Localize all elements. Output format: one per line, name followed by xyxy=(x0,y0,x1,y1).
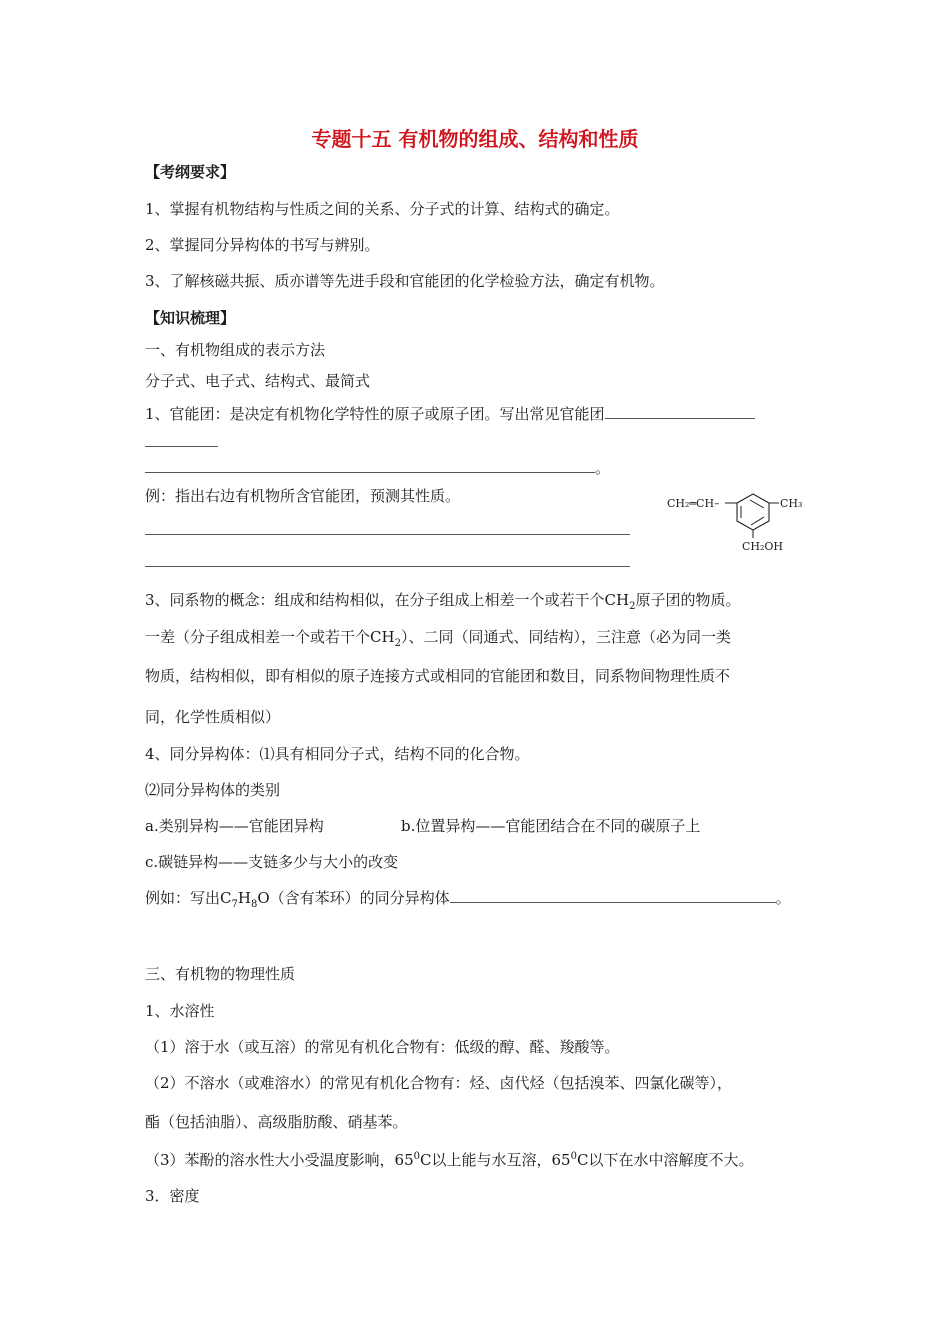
formula-subscript: 8 xyxy=(250,899,258,910)
answer-blank-line xyxy=(145,458,610,478)
degree-mark: 0 xyxy=(570,1151,577,1162)
degree-mark: 0 xyxy=(413,1151,421,1162)
isomer-type-c: c.碳链异构——支链多少与大小的改变 xyxy=(145,853,399,871)
vinyl-group-label: CH₂═CH– xyxy=(667,497,720,510)
section-knowledge: 【知识梳理】 xyxy=(145,309,236,327)
solubility-item-2b: 酯（包括油脂）、高级脂肪酸、硝基苯。 xyxy=(145,1113,408,1131)
ring-double-bond xyxy=(750,500,764,508)
example-functional-group: 例：指出右边有机物所含官能团，预测其性质。 xyxy=(145,487,461,505)
heading-composition: 一、有机物组成的表示方法 xyxy=(145,341,326,359)
isomer-type-a: a.类别异构——官能团异构 xyxy=(145,817,324,835)
answer-blank[interactable] xyxy=(450,888,776,903)
formula-h: H xyxy=(237,889,251,907)
formula-subscript: 7 xyxy=(231,899,238,910)
requirement-2: 2、掌握同分异构体的书写与辨别。 xyxy=(145,236,380,254)
answer-blank[interactable] xyxy=(145,566,630,567)
requirement-3: 3、了解核磁共振、质亦谱等先进手段和官能团的化学检验方法，确定有机物。 xyxy=(145,272,665,290)
solubility-item-2: （2）不溶水（或难溶水）的常见有机化合物有：烃、卤代烃（包括溴苯、四氯化碳等）， xyxy=(145,1074,733,1092)
solubility-title: 1、水溶性 xyxy=(145,1002,215,1020)
answer-blank-continuation[interactable] xyxy=(145,446,218,447)
structure-diagram xyxy=(665,488,815,558)
example-text: （含有苯环）的同分异构体 xyxy=(269,889,450,907)
homolog-line-4: 同，化学性质相似） xyxy=(145,708,281,726)
homolog-text: 3、同系物的概念：组成和结构相似，在分子组成上相差一个或若干个 xyxy=(145,591,605,609)
period-mark: 。 xyxy=(775,889,791,907)
phenol-text: C以上能与水互溶，65 xyxy=(420,1151,571,1169)
section-exam-requirements: 【考纲要求】 xyxy=(145,163,236,181)
ring-double-bond xyxy=(751,517,764,525)
isomer-definition: 4、同分异构体：⑴具有相同分子式，结构不同的化合物。 xyxy=(145,745,530,763)
ch2-formula: CH xyxy=(604,591,630,609)
homolog-line-2: 一差（分子组成相差一个或若干个$CH_2$）、二同（同通式、同结构），三注意（必为同一类 xyxy=(145,628,731,649)
functional-group-line xyxy=(145,404,755,424)
formula-types: 分子式、电子式、结构式、最简式 xyxy=(145,372,371,390)
homolog-text: ）、二同（同通式、同结构），三注意（必为同一类 xyxy=(400,628,731,646)
answer-blank[interactable] xyxy=(145,534,630,535)
isomer-type-b: b.位置异构——官能团结合在不同的碳原子上 xyxy=(401,817,701,835)
isomer-example xyxy=(145,888,791,908)
ch2-formula: CH xyxy=(370,628,395,646)
solubility-item-1: （1）溶于水（或互溶）的常见有机化合物有：低级的醇、醛、羧酸等。 xyxy=(145,1038,620,1056)
answer-blank[interactable] xyxy=(145,458,595,473)
functional-group-text: 1、官能团：是决定有机物化学特性的原子或原子团。写出常见官能团 xyxy=(145,405,605,423)
answer-blank[interactable] xyxy=(605,404,755,419)
homolog-text: 一差（分子组成相差一个或若干个 xyxy=(145,628,371,646)
homolog-text: 原子团的物质。 xyxy=(635,591,741,609)
period-mark: 。 xyxy=(595,459,611,477)
formula-o: O xyxy=(257,889,270,907)
page-title: 专题十五 有机物的组成、结构和性质 xyxy=(311,127,639,151)
formula-c: C xyxy=(220,889,232,907)
requirement-1: 1、掌握有机物结构与性质之间的关系、分子式的计算、结构式的确定。 xyxy=(145,200,620,218)
homolog-line-3: 物质，结构相似，即有相似的原子连接方式或相同的官能团和数目，同系物间物理性质不 xyxy=(145,667,731,685)
example-text: 例如：写出 xyxy=(145,889,221,907)
density-title: 3．密度 xyxy=(145,1187,200,1205)
hydroxymethyl-group-label: CH₂OH xyxy=(742,540,784,553)
methyl-group-label: CH₃ xyxy=(780,497,803,510)
homolog-definition: 3、同系物的概念：组成和结构相似，在分子组成上相差一个或若干个$CH_2$原子团的物质。 xyxy=(145,591,741,612)
benzene-ring xyxy=(737,494,769,530)
phenol-text: C以下在水中溶解度不大。 xyxy=(576,1151,754,1169)
isomer-categories: ⑵同分异构体的类别 xyxy=(145,781,281,799)
heading-physical-properties: 三、有机物的物理性质 xyxy=(145,965,296,983)
phenol-text: （3）苯酚的溶水性大小受温度影响，65 xyxy=(145,1151,414,1169)
solubility-item-3 xyxy=(145,1150,753,1170)
